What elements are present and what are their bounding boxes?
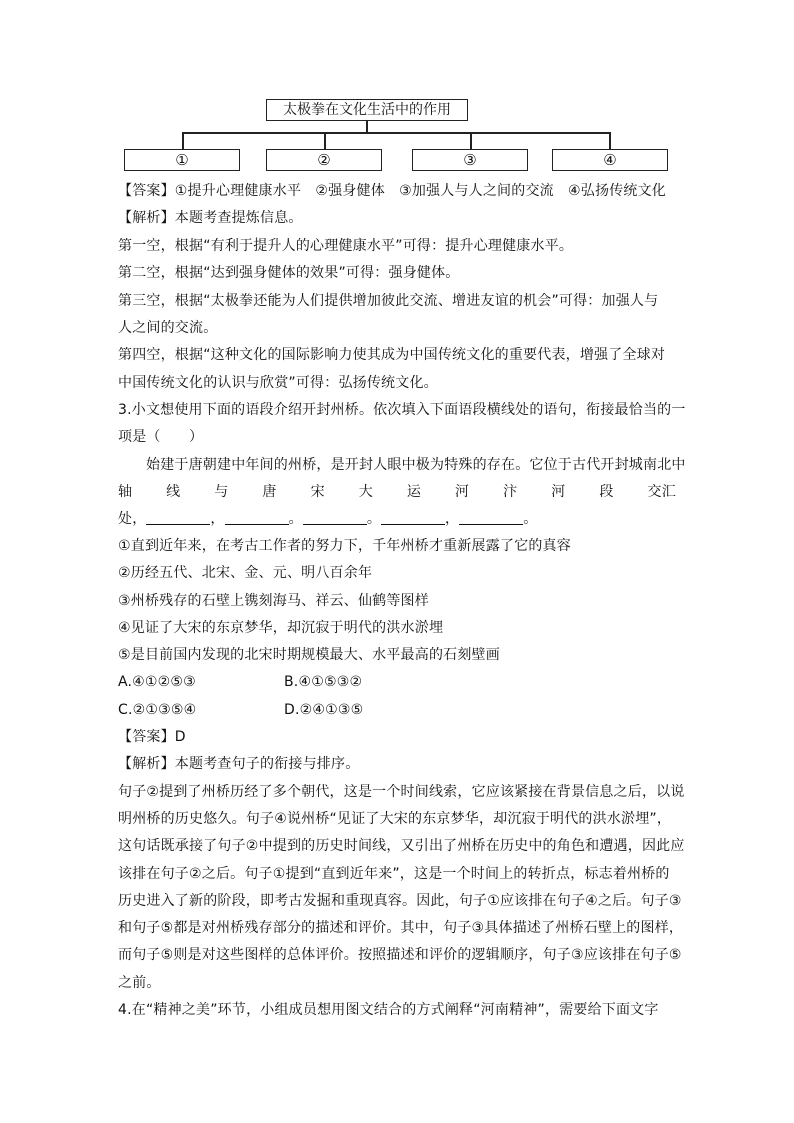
connector-leaf-2	[324, 132, 326, 149]
q3-sentence-1: ①直到近年来，在考古工作者的努力下，千年州桥才重新展露了它的真容	[118, 538, 571, 554]
passage-prefix: 处，	[118, 511, 147, 527]
connector-leaf-4	[609, 132, 611, 149]
q3-explanation-line-7: 而句子⑤则是对这些图样的总体评价。按照描述和评价的逻辑顺序，句子③应该排在句子⑤	[118, 947, 682, 963]
passage-char: 唐	[262, 484, 277, 500]
connector-horizontal	[182, 132, 610, 134]
q2-blank-3-line-2: 人之间的交流。	[118, 320, 218, 336]
punctuation: ，	[445, 511, 460, 527]
q3-explanation-line-1: 句子②提到了州桥历经了多个朝代，这是一个时间线索，它应该紧接在背景信息之后，以说	[118, 784, 685, 800]
q3-passage-line-3	[118, 509, 678, 529]
passage-char: 河	[454, 484, 470, 500]
passage-char: 段	[599, 484, 614, 500]
q2-analysis: 【解析】本题考查提炼信息。	[118, 210, 303, 226]
q3-passage-line-2	[118, 482, 676, 502]
q2-blank-4-line-1: 第四空，根据“这种文化的国际影响力使其成为中国传统文化的重要代表，增强了全球对	[118, 347, 666, 363]
q3-explanation-line-4: 该排在句子②之后。句子①提到“直到近年来”，这是一个时间上的转折点，标志着州桥的	[118, 866, 670, 882]
q3-explanation-line-6: 和句子⑤都是对州桥残存部分的描述和评价。其中，句子③具体描述了州桥石壁上的图样，	[118, 920, 684, 936]
q3-explanation-line-5: 历史进入了新的阶段，即考古发掘和重现真容。因此，句子①应该排在句子④之后。句子③	[118, 893, 682, 909]
q3-analysis: 【解析】本题考查句子的衔接与排序。	[118, 756, 360, 772]
q3-option-d: D.②④①③⑤	[284, 702, 364, 718]
q3-sentence-3: ③州桥残存的石壁上镌刻海马、祥云、仙鹤等图样	[118, 593, 429, 609]
punctuation: ，	[210, 511, 225, 527]
q3-sentence-5: ⑤是目前国内发现的北宋时期规模最大、水平最高的石刻壁画	[118, 647, 500, 663]
fill-blank	[459, 510, 523, 525]
q3-explanation-line-3: 这句话既承接了句子②中提到的历史时间线，又引出了州桥在历史中的角色和遭遇，因此应	[118, 838, 685, 854]
q3-stem-line-1: 3.小文想使用下面的语段介绍开封州桥。依次填入下面语段横线处的语句，衔接最恰当的一	[118, 402, 686, 418]
taiji-role-diagram	[0, 0, 794, 180]
passage-char: 交汇	[647, 484, 676, 500]
punctuation: 。	[523, 511, 538, 527]
q2-blank-3-line-1: 第三空，根据“太极拳还能为人们提供增加彼此交流、增进友谊的机会”可得：加强人与	[118, 293, 659, 309]
fill-blank	[381, 510, 445, 525]
q2-blank-2: 第二空，根据“达到强身健体的效果”可得：强身健体。	[118, 265, 460, 281]
passage-char: 汴	[503, 484, 518, 500]
q3-option-b: B.④①⑤③②	[284, 674, 363, 690]
q3-option-a: A.④①②⑤③	[118, 674, 196, 690]
fill-blank	[225, 510, 289, 525]
punctuation: 。	[366, 511, 382, 527]
passage-char: 宋	[310, 484, 325, 500]
q3-sentence-2: ②历经五代、北宋、金、元、明八百余年	[118, 565, 373, 581]
q3-explanation-line-8: 之前。	[118, 975, 161, 991]
q3-stem-line-2: 项是（ ）	[118, 429, 204, 445]
q2-answer: 【答案】①提升心理健康水平 ②强身健体 ③加强人与人之间的交流 ④弘扬传统文化	[118, 183, 667, 199]
q3-answer: 【答案】D	[118, 729, 186, 745]
diagram-leaf-2: ②	[266, 149, 382, 171]
diagram-title: 太极拳在文化生活中的作用	[266, 99, 468, 121]
passage-char: 河	[551, 484, 566, 500]
q3-option-c: C.②①③⑤④	[118, 702, 197, 718]
diagram-leaf-1: ①	[124, 149, 240, 171]
q3-passage-line-1: 始建于唐朝建中年间的州桥，是开封人眼中极为特殊的存在。它位于古代开封城南北中	[146, 457, 686, 473]
passage-char: 线	[166, 484, 181, 500]
diagram-leaf-4: ④	[552, 149, 668, 171]
fill-blank	[303, 510, 367, 525]
connector-leaf-3	[470, 132, 472, 149]
q3-sentence-4: ④见证了大宋的东京梦华，却沉寂于明代的洪水淤埋	[118, 620, 444, 636]
fill-blank	[146, 510, 210, 525]
passage-char: 运	[406, 484, 422, 500]
passage-char: 大	[358, 484, 373, 500]
punctuation: 。	[288, 511, 303, 527]
diagram-leaf-3: ③	[412, 149, 528, 171]
q4-stem-line-1: 4.在“精神之美”环节，小组成员想用图文结合的方式阐释“河南精神”，需要给下面文字	[118, 1002, 659, 1018]
q3-explanation-line-2: 明州桥的历史悠久。句子④说州桥“见证了大宋的东京梦华，却沉寂于明代的洪水淤埋”，	[118, 811, 672, 827]
q2-blank-1: 第一空，根据“有利于提升人的心理健康水平”可得：提升心理健康水平。	[118, 238, 574, 254]
connector-leaf-1	[182, 132, 184, 149]
q2-blank-4-line-2: 中国传统文化的认识与欣赏”可得：弘扬传统文化。	[118, 375, 438, 391]
passage-char: 与	[214, 484, 229, 500]
passage-char: 轴	[118, 484, 133, 500]
